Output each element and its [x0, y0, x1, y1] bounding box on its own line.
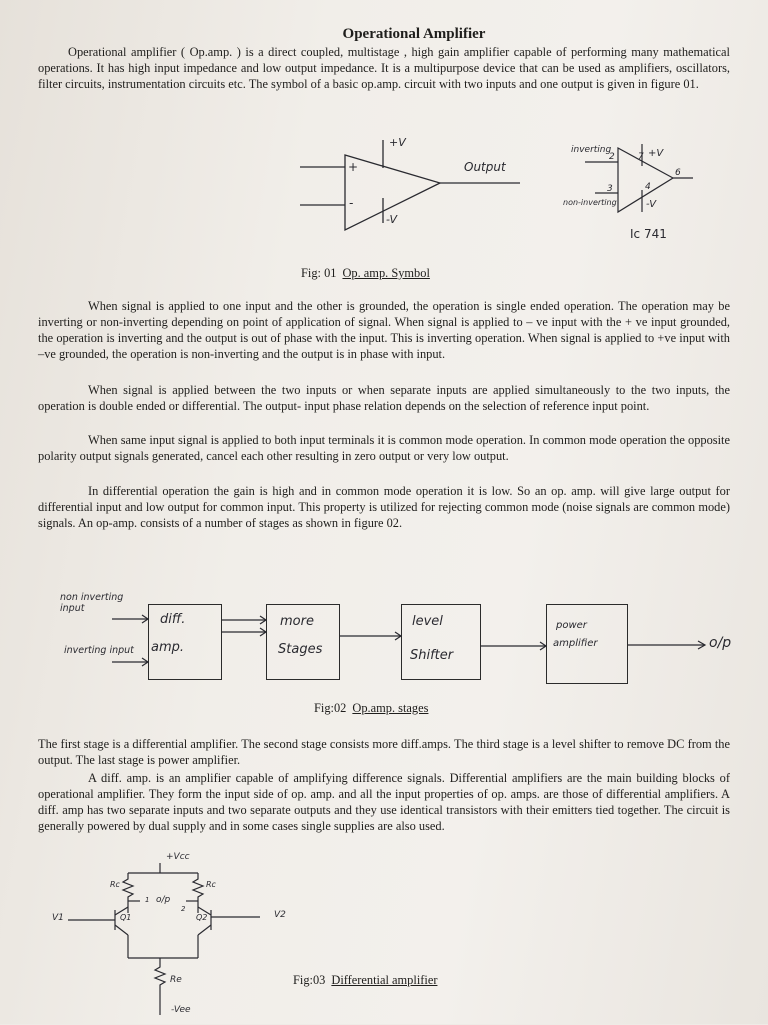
- minus-input-sign: -: [349, 196, 354, 210]
- stage-diff-amp-line1: diff.: [160, 612, 186, 627]
- opamp-symbol-diagram: [295, 135, 535, 245]
- ic-pin-7: 7: [638, 152, 644, 162]
- paragraph-3: When same input signal is applied to both input terminals it is common mode operation. In common mode operation the opposite polarity output signals generated, cancel each other resulting in zero output or very low output.: [38, 433, 730, 463]
- stage-power-amplifier-line1: power: [556, 620, 587, 631]
- non-inverting-input-label: non inverting input: [60, 592, 124, 614]
- ic-pin-3: 3: [607, 184, 613, 194]
- stage-power-amplifier-line2: amplifier: [553, 638, 598, 649]
- differential-amplifier-circuit: [60, 855, 260, 1025]
- plus-input-sign: +: [348, 160, 359, 174]
- stage-more-stages-line1: more: [280, 614, 314, 629]
- stage-diff-amp-line2: amp.: [151, 640, 185, 655]
- output-pin-2: 2: [181, 905, 186, 913]
- rc-right-label: Rc: [206, 880, 216, 889]
- resistor-re: [155, 958, 165, 1000]
- fig1-caption-title: Op. amp. Symbol: [342, 266, 430, 280]
- fig2-caption: [314, 701, 428, 716]
- output-op-label: o/p: [156, 895, 171, 905]
- ic-name-label: Ic 741: [630, 227, 667, 241]
- fig1-caption: [301, 266, 430, 281]
- fig1-caption-number: Fig: 01: [301, 266, 337, 280]
- v1-label: V1: [52, 913, 64, 923]
- ic-plus-supply-label: +V: [648, 148, 664, 159]
- paragraph-5: The first stage is a differential amplifier. The second stage consists more diff.amps. The third stage is a level shifter to remove DC from the output. The last stage is power amplifier.: [38, 737, 730, 767]
- rc-left-label: Rc: [110, 880, 120, 889]
- resistor-rc-right: [193, 873, 203, 907]
- ic-minus-supply-label: -V: [646, 199, 657, 210]
- ic-inverting-label: inverting: [571, 145, 612, 155]
- re-label: Re: [170, 975, 182, 985]
- paragraph-2: When signal is applied between the two inputs or when separate inputs are applied simultaneously to the two inputs, the operation is double ended or differential. The output- input phase relation depends on the selection of reference input point.: [38, 383, 730, 413]
- stages-output-label: o/p: [709, 635, 732, 651]
- inverting-input-label: inverting input: [64, 645, 134, 656]
- fig2-caption-number: Fig:02: [314, 701, 347, 715]
- output-pin-1: 1: [145, 896, 150, 904]
- vee-label: -Vee: [171, 1005, 191, 1015]
- v2-label: V2: [274, 910, 286, 920]
- page-title: Operational Amplifier: [342, 26, 486, 42]
- fig3-caption-title: Differential amplifier: [331, 973, 438, 987]
- supply-plus-label: +V: [389, 136, 406, 149]
- supply-minus-label: -V: [386, 213, 398, 226]
- q1-base-to-emitter: [115, 925, 128, 935]
- resistor-rc-left: [123, 873, 133, 907]
- ic-pin-4: 4: [645, 182, 651, 192]
- intro-paragraph: Operational amplifier ( Op.amp. ) is a direct coupled, multistage , high gain amplifier capable of performing many mathematical operations. It has high input impedance and low output impedance. It is a multipurpose device that can be used as amplifiers, oscillators, filter circuits, instrumentation circuits etc. The symbol of a basic op.amp. circuit with two inputs and one output is given in figure 01.: [38, 45, 730, 91]
- stage-level-shifter-line2: Shifter: [410, 648, 454, 663]
- fig3-caption: [293, 973, 437, 988]
- q2-label: Q2: [196, 913, 208, 922]
- paragraph-6: A diff. amp. is an amplifier capable of amplifying difference signals. Differential amplifiers are the main building blocks of operational amplifier. They form the input side of op. amp. and all the input properties of op. amps. are those of differential amplifiers. A diff. amp has two separate inputs and two separate outputs and they use identical transistors with their emitters tied together. The circuit is generally powered by dual supply and in some cases single supplies are also used.: [38, 771, 730, 833]
- q1-label: Q1: [120, 913, 132, 922]
- fig2-caption-title: Op.amp. stages: [352, 701, 429, 715]
- output-label: Output: [464, 160, 506, 174]
- ic-pin-2: 2: [609, 152, 615, 162]
- stage-more-stages-line2: Stages: [278, 642, 323, 657]
- stages-connectors: [0, 590, 768, 690]
- paragraph-4: In differential operation the gain is high and in common mode operation it is low. So an op. amp. will give large output for differential input and low output for common input. This property is utilized for rejecting common mode (noise signals are common mode) signals. An op-amp. consists of a number of stages as shown in figure 02.: [38, 484, 730, 530]
- vcc-label: +Vcc: [166, 852, 190, 862]
- stage-level-shifter-line1: level: [412, 614, 443, 629]
- ic-pin-6: 6: [675, 168, 681, 178]
- fig3-caption-number: Fig:03: [293, 973, 326, 987]
- paragraph-1: When signal is applied to one input and the other is grounded, the operation is single ended operation. The operation may be inverting or non-inverting depending on point of application of signal. When signal is applied to – ve input with the + ve input grounded, the operation is inverting and the output is out of phase with the input. This is inverting operation. When signal is applied to +ve input with –ve grounded, the operation is non-inverting and the output is in phase with input.: [38, 299, 730, 361]
- q2-base-to-emitter: [198, 925, 211, 935]
- ic-non-inverting-label: non-inverting: [563, 198, 617, 207]
